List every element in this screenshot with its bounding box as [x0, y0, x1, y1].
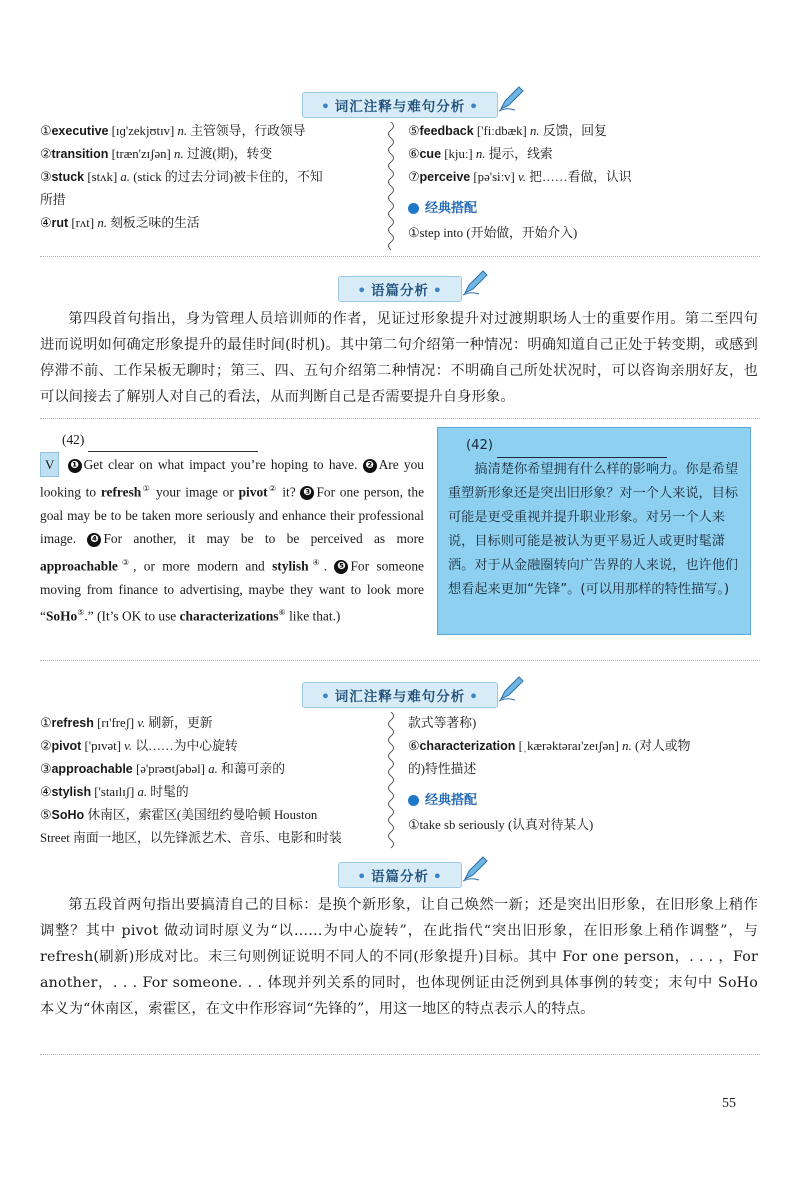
wavy-divider — [384, 712, 398, 852]
banner-title: 语篇分析 — [371, 283, 429, 299]
collocation-heading: 经典搭配 — [408, 789, 768, 812]
vocab-item: ①refresh [rɪ'freʃ] v. 刷新，更新 — [40, 716, 213, 730]
paragraph-marker: V — [40, 452, 59, 478]
keyword: refresh — [100, 484, 142, 500]
bullet-icon — [408, 795, 419, 806]
answer-blank[interactable] — [497, 443, 667, 458]
vocab-banner-2: • 词汇注释与难句分析 • — [0, 682, 800, 708]
vocab-item: ⑤SoHo 休南区，索霍区(美国纽约曼哈顿 Houston — [40, 808, 318, 822]
page-number: 55 — [722, 1096, 736, 1111]
keyword: stylish — [272, 558, 309, 574]
vocab-item: ⑥cue [kjuː] n. 提示，线索 — [408, 147, 553, 161]
divider-line — [40, 1054, 760, 1055]
banner-title: 词汇注释与难句分析 — [334, 99, 466, 115]
vocab-item-cont: 款式等著称) — [408, 716, 477, 730]
pen-icon — [497, 673, 527, 703]
analysis-paragraph-2: 第五段首两句指出要搞清自己的目标：是换个新形象，让自己焕然一新；还是突出旧形象，在旧形象上稍作调整？其中 pivot 做动词时原义为“以……为中心旋转”，在此指代“突出旧形象，在旧形象上稍作调整”，与 refresh(刷新)形成对比。末三句则例证说明不同人的不同(形象提升)目标。其中 For one person，. . . ，For another，. . . For someone. . . 体现并列关系的同时，也体现例证由泛例到具体事例的转变；末句中 SoHo 本义为“休南区，索霍区，在文中作形容词“先锋的”，用这一地区的特点表示人的特点。 — [40, 897, 758, 1017]
vocab-list-left-1 — [40, 120, 380, 235]
question-number: (42) — [62, 432, 85, 447]
question-number: (42) — [466, 438, 494, 453]
vocab-item: ③approachable [ə'prəʊtʃəbəl] a. 和蔼可亲的 — [40, 762, 285, 776]
vocab-item: ②pivot ['pɪvət] v. 以……为中心旋转 — [40, 739, 238, 753]
translation-text: 搞清楚你希望拥有什么样的影响力。你是希望重塑新形象还是突出旧形象？对一个人来说，目标可能是更受重视并提升职业形象。对另一个人来说，目标则可能是被认为更平易近人或更时髦潇洒。对于从金融圈转向广告界的人来说，也许他们想看起来更加“先锋”。(可以用那样的特性描写。) — [448, 462, 739, 597]
vocab-list-right-1 — [408, 120, 768, 245]
keyword: pivot — [238, 484, 268, 500]
wavy-divider — [384, 122, 398, 250]
pen-icon — [497, 83, 527, 113]
analysis-paragraph-1: 第四段首句指出，身为管理人员培训师的作者，见证过形象提升对过渡期职场人士的重要作用。第二至四句进而说明如何确定形象提升的最佳时间(时机)。其中第二句介绍第一种情况：明确知道自己正处于转变期，或感到停滞不前、工作呆板无聊时；第三、四、五句介绍第二种情况：不明确自己所处状况时，可以咨询亲朋好友，也可以间接去了解别人对自己的看法，从而判断自己是否需要提升自身形象。 — [40, 311, 758, 405]
vocab-item: ⑤feedback ['fiːdbæk] n. 反馈，回复 — [408, 124, 607, 138]
collocation-heading: 经典搭配 — [408, 197, 768, 220]
analysis-banner-1: • 语篇分析 • — [0, 276, 800, 302]
collocation-item: ①step into (开始做，开始介入) — [408, 226, 578, 240]
keyword: SoHo — [45, 608, 78, 624]
divider-line — [40, 256, 760, 257]
banner-title: 词汇注释与难句分析 — [334, 689, 466, 705]
vocab-item: ⑥characterization [ˌkærəktəraɪ'zeɪʃən] n. (对人或物 — [408, 739, 691, 753]
vocab-list-left-2 — [40, 712, 380, 850]
vocab-item: ④stylish ['staɪlɪʃ] a. 时髦的 — [40, 785, 189, 799]
vocab-item-cont: 所措 — [40, 193, 66, 207]
vocab-item-cont: Street 南面一地区，以先锋派艺术、音乐、电影和时装 — [40, 831, 342, 845]
pen-icon — [461, 853, 491, 883]
vocab-list-right-2 — [408, 712, 768, 837]
vocab-banner-1: • 词汇注释与难句分析 • — [0, 92, 800, 118]
pen-icon — [461, 267, 491, 297]
bullet-icon — [408, 203, 419, 214]
reading-passage: (42) V ❶ Get clear on what impact you’re hoping to have. ❷ Are you looking to refresh① your image or pivot② it? ❸ For one person, the goal may be to be taken more seriously and enhance their professional image. ❹ For another, it may be to be perceived as more approachable③, or more modern and stylish④. ❺ For someone moving from finance to advertising, maybe they want to look more “SoHo⑤.” (It’s OK to use characterizations⑥ like that.) — [40, 432, 425, 624]
vocab-item-cont: 的)特性描述 — [408, 762, 477, 776]
vocab-item: ④rut [rʌt] n. 刻板乏味的生活 — [40, 216, 200, 230]
divider-line — [40, 418, 760, 419]
answer-blank[interactable] — [88, 437, 258, 452]
translation-box — [437, 427, 751, 635]
vocab-item: ①executive [ɪɡ'zekjʊtɪv] n. 主管领导，行政领导 — [40, 124, 306, 138]
divider-line — [40, 660, 760, 661]
banner-title: 语篇分析 — [371, 869, 429, 885]
collocation-item: ①take sb seriously (认真对待某人) — [408, 818, 594, 832]
keyword: approachable — [40, 558, 118, 574]
vocab-item: ②transition [træn'zɪʃən] n. 过渡(期)，转变 — [40, 147, 273, 161]
analysis-banner-2: • 语篇分析 • — [0, 862, 800, 888]
vocab-item: ③stuck [stʌk] a. (stick 的过去分词)被卡住的，不知 — [40, 170, 323, 184]
vocab-item: ⑦perceive [pə'siːv] v. 把……看做，认识 — [408, 170, 632, 184]
keyword: characterizations — [179, 608, 279, 624]
